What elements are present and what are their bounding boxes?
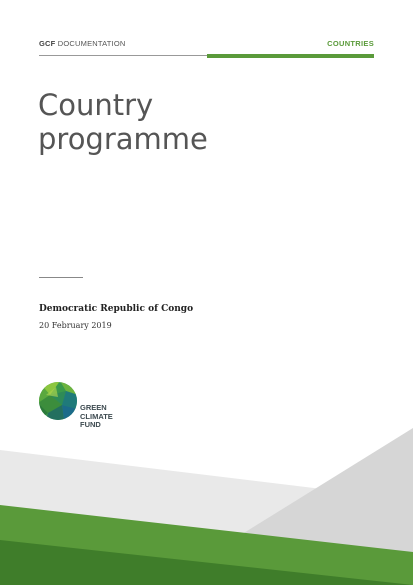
divider — [39, 277, 83, 278]
logo-line-1: GREEN — [80, 403, 107, 412]
page-title — [38, 88, 208, 156]
document-date: 20 February 2019 — [39, 321, 112, 330]
title-line-2: programme — [38, 122, 208, 156]
header-label: DOCUMENTATION — [57, 39, 126, 48]
header-rule — [39, 55, 207, 56]
globe-icon — [38, 381, 78, 421]
logo-wordmark — [80, 404, 113, 430]
doc-header — [39, 39, 125, 48]
header-brand: GCF — [39, 39, 56, 48]
logo-line-2: CLIMATE — [80, 411, 113, 421]
header-section: COUNTRIES — [327, 39, 374, 48]
logo-line-3: FUND — [80, 420, 101, 429]
header-accent-bar — [207, 54, 374, 58]
title-line-1: Country — [38, 88, 154, 122]
country-name: Democratic Republic of Congo — [39, 304, 194, 314]
